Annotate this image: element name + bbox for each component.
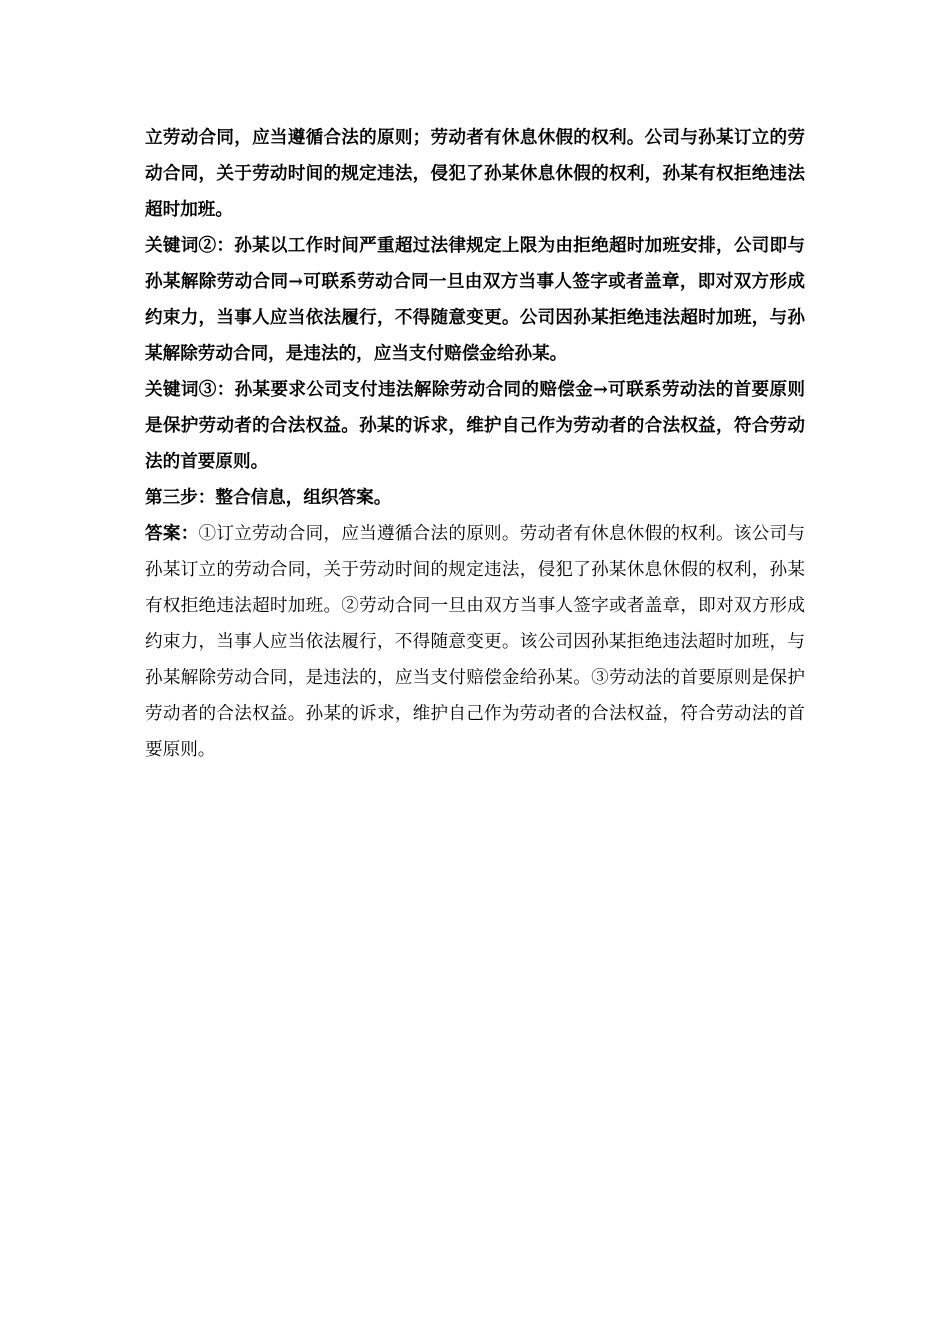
answer-paragraph xyxy=(145,516,805,768)
analysis-step-3: 第三步：整合信息，组织答案。 xyxy=(145,487,392,508)
document-page xyxy=(145,120,805,768)
answer-text: ①订立劳动合同，应当遵循合法的原则。劳动者有休息休假的权利。该公司与孙某订立的劳动合同，关于劳动时间的规定违法，侵犯了孙某休息休假的权利，孙某有权拒绝违法超时加班。②劳动合同一旦由双方当事人签字或者盖章，即对双方形成约束力，当事人应当依法履行，不得随意变更。该公司因孙某拒绝违法超时加班，与孙某解除劳动合同，是违法的，应当支付赔偿金给孙某。③劳动法的首要原则是保护劳动者的合法权益。孙某的诉求，维护自己作为劳动者的合法权益，符合劳动法的首要原则。 xyxy=(145,524,805,760)
analysis-keyword-2: 关键词②：孙某以工作时间严重超过法律规定上限为由拒绝超时加班安排，公司即与孙某解除劳动合同→可联系劳动合同一旦由双方当事人签字或者盖章，即对双方形成约束力，当事人应当依法履行，不得随意变更。公司因孙某拒绝违法超时加班，与孙某解除劳动合同，是违法的，应当支付赔偿金给孙某。 xyxy=(145,235,805,364)
analysis-keyword-3: 关键词③：孙某要求公司支付违法解除劳动合同的赔偿金→可联系劳动法的首要原则是保护劳动者的合法权益。孙某的诉求，维护自己作为劳动者的合法权益，符合劳动法的首要原则。 xyxy=(145,379,805,472)
answer-label: 答案： xyxy=(145,523,199,544)
analysis-continuation: 立劳动合同，应当遵循合法的原则；劳动者有休息休假的权利。公司与孙某订立的劳动合同，关于劳动时间的规定违法，侵犯了孙某休息休假的权利，孙某有权拒绝违法超时加班。 xyxy=(145,127,805,220)
